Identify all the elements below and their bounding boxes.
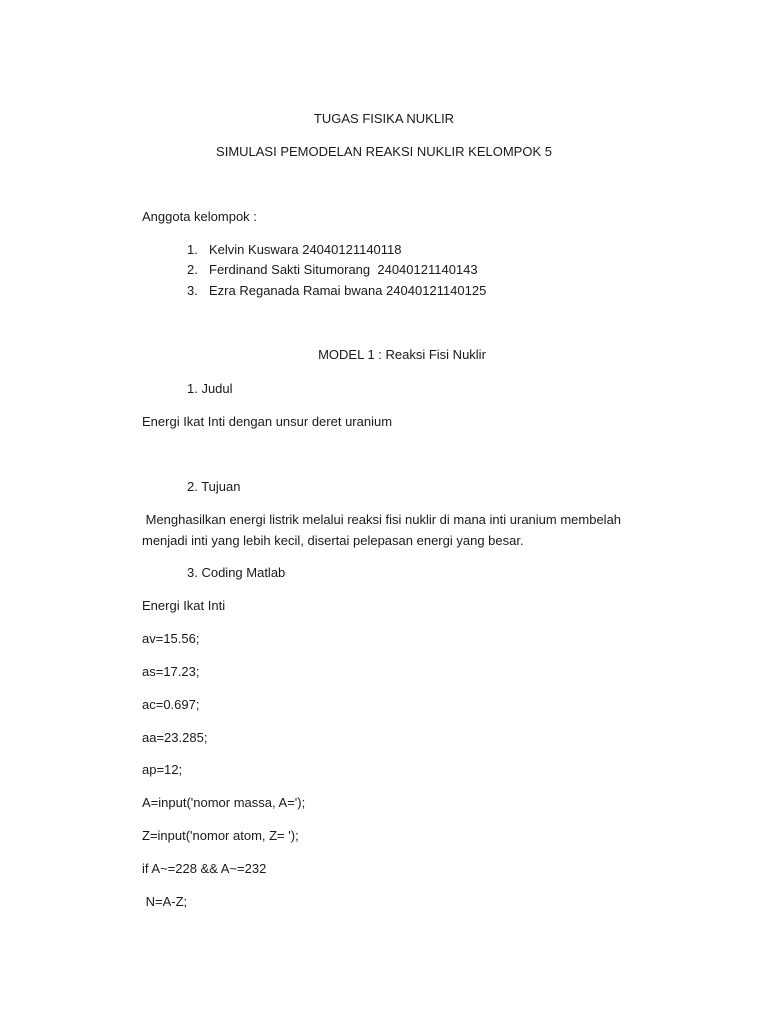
code-line: as=17.23;: [142, 664, 200, 679]
member-number: 2.: [187, 262, 198, 277]
member-number: 3.: [187, 283, 198, 298]
member-item: Kelvin Kuswara 24040121140118: [209, 242, 402, 257]
members-heading: Anggota kelompok :: [142, 209, 257, 224]
code-line: N=A-Z;: [142, 894, 188, 909]
code-line: aa=23.285;: [142, 730, 208, 745]
code-line: A=input('nomor massa, A=');: [142, 795, 306, 810]
code-title: Energi Ikat Inti: [142, 598, 226, 613]
member-item: Ferdinand Sakti Situmorang 24040121140143: [209, 262, 478, 277]
section-body-judul: Energi Ikat Inti dengan unsur deret uranium: [142, 414, 393, 429]
member-number: 1.: [187, 242, 198, 257]
code-line: ac=0.697;: [142, 697, 200, 712]
member-item: Ezra Reganada Ramai bwana 24040121140125: [209, 283, 487, 298]
section-body-tujuan-line1: Menghasilkan energi listrik melalui reaksi fisi nuklir di mana inti uranium membelah: [142, 512, 622, 527]
section-heading-coding: 3. Coding Matlab: [187, 565, 286, 580]
code-line: Z=input('nomor atom, Z= ');: [142, 828, 299, 843]
section-body-tujuan-line2: menjadi inti yang lebih kecil, disertai pelepasan energi yang besar.: [142, 533, 524, 548]
document-title: TUGAS FISIKA NUKLIR: [313, 111, 455, 126]
code-line: if A~=228 && A~=232: [142, 861, 267, 876]
code-line: ap=12;: [142, 762, 183, 777]
model-heading: MODEL 1 : Reaksi Fisi Nuklir: [318, 347, 486, 362]
section-heading-judul: 1. Judul: [187, 381, 233, 396]
section-heading-tujuan: 2. Tujuan: [187, 479, 241, 494]
document-subtitle: SIMULASI PEMODELAN REAKSI NUKLIR KELOMPOK 5: [216, 144, 552, 159]
code-line: av=15.56;: [142, 631, 200, 646]
